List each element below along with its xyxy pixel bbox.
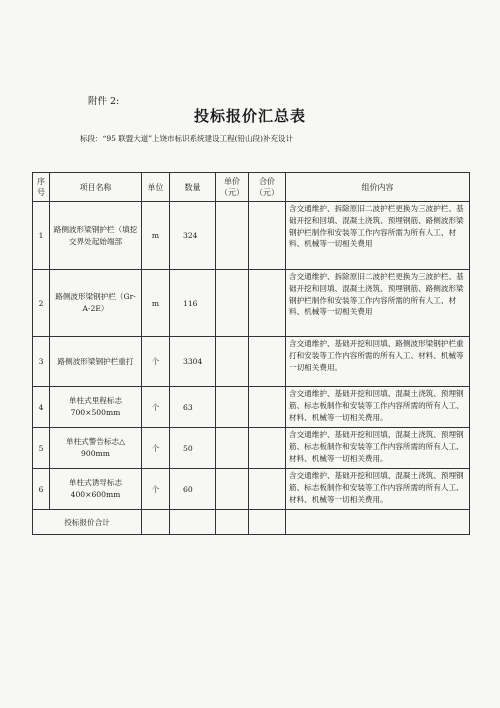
row-unit: m — [142, 270, 170, 337]
row-unit-price — [216, 469, 249, 510]
header-total-price: 合价（元） — [249, 173, 286, 202]
row-unit: 个 — [142, 387, 170, 428]
row-item: 单柱式诱导标志 400×600mm — [50, 469, 142, 510]
total-unit-price-cell — [216, 510, 249, 535]
row-unit: 个 — [142, 469, 170, 510]
section-label: 标段：“95 联盟大道”上饶市标识系统建设工程(铅山段)补充设计 — [80, 134, 293, 143]
row-content: 含交通维护、基础开挖和回填、混凝土浇筑、预埋钢筋、标志板制作和安装等工作内容所需的所有人工、材料、机械等一切相关费用。 — [286, 387, 470, 428]
header-content: 组价内容 — [286, 173, 470, 202]
row-content: 含交通维护、拆除原旧二波护栏更换为三波护栏、基础开挖和回填、混凝土浇筑、预埋钢筋、路侧波形梁钢护栏制作和安装等工作内容所需的所有人工、材料、机械等一切相关费用 — [286, 270, 470, 337]
row-item: 单柱式警告标志△ 900mm — [50, 428, 142, 469]
table-row — [33, 387, 470, 428]
total-label: 投标报价合计 — [33, 510, 142, 535]
row-qty: 116 — [170, 270, 216, 337]
row-qty: 324 — [170, 202, 216, 270]
row-total-price — [249, 202, 286, 270]
attachment-label: 附件 2: — [88, 96, 120, 107]
total-row — [33, 510, 470, 535]
row-total-price — [249, 270, 286, 337]
row-no: 2 — [33, 270, 50, 337]
row-no: 4 — [33, 387, 50, 428]
row-unit: m — [142, 202, 170, 270]
row-total-price — [249, 428, 286, 469]
row-unit-price — [216, 387, 249, 428]
total-unit-cell — [142, 510, 170, 535]
row-unit-price — [216, 270, 249, 337]
row-no: 5 — [33, 428, 50, 469]
header-item: 项目名称 — [50, 173, 142, 202]
row-no: 6 — [33, 469, 50, 510]
row-unit-price — [216, 428, 249, 469]
header-unit: 单位 — [142, 173, 170, 202]
table-header-row — [33, 173, 470, 202]
row-item: 单柱式里程标志 700×500mm — [50, 387, 142, 428]
row-content: 含交通维护、基础开挖和回填、混凝土浇筑、预埋钢筋、标志板制作和安装等工作内容所需的所有人工、材料、机械等一切相关费用。 — [286, 428, 470, 469]
row-content: 含交通维护、基础开挖和回填、混凝土浇筑、预埋钢筋、标志板制作和安装等工作内容所需的所有人工、材料、机械等一切相关费用。 — [286, 469, 470, 510]
header-no: 序号 — [33, 173, 50, 202]
table-row — [33, 270, 470, 337]
total-price-cell — [249, 510, 286, 535]
row-total-price — [249, 337, 286, 387]
row-unit-price — [216, 202, 249, 270]
row-unit: 个 — [142, 428, 170, 469]
row-item: 路侧波形梁钢护栏重打 — [50, 337, 142, 387]
row-qty: 63 — [170, 387, 216, 428]
header-qty: 数量 — [170, 173, 216, 202]
document-title: 投标报价汇总表 — [193, 107, 306, 125]
table-row — [33, 428, 470, 469]
row-content: 含交通维护、拆除原旧二波护栏更换为三波护栏、基础开挖和回填、混凝土浇筑、预埋钢筋、路侧波形梁钢护栏制作和安装等工作内容所需为所有人工、材料、机械等一切相关费用 — [286, 202, 470, 270]
row-total-price — [249, 469, 286, 510]
total-qty-cell — [170, 510, 216, 535]
row-content: 含交通维护、基础开挖和回填、路侧波形梁钢护栏重打和安装等工作内容所需的所有人工、材料、机械等一切相关费用。 — [286, 337, 470, 387]
row-unit: 个 — [142, 337, 170, 387]
total-content-cell — [286, 510, 470, 535]
row-qty: 50 — [170, 428, 216, 469]
table-row — [33, 337, 470, 387]
table-row — [33, 469, 470, 510]
row-qty: 60 — [170, 469, 216, 510]
row-no: 1 — [33, 202, 50, 270]
row-unit-price — [216, 337, 249, 387]
table-row — [33, 202, 470, 270]
quotation-table — [32, 172, 470, 535]
row-total-price — [249, 387, 286, 428]
row-qty: 3304 — [170, 337, 216, 387]
row-no: 3 — [33, 337, 50, 387]
header-unit-price: 单价（元） — [216, 173, 249, 202]
row-item: 路侧波形梁钢护栏（Gr-A-2E） — [50, 270, 142, 337]
row-item: 路侧波形梁钢护栏（填挖交界处起始端部 — [50, 202, 142, 270]
